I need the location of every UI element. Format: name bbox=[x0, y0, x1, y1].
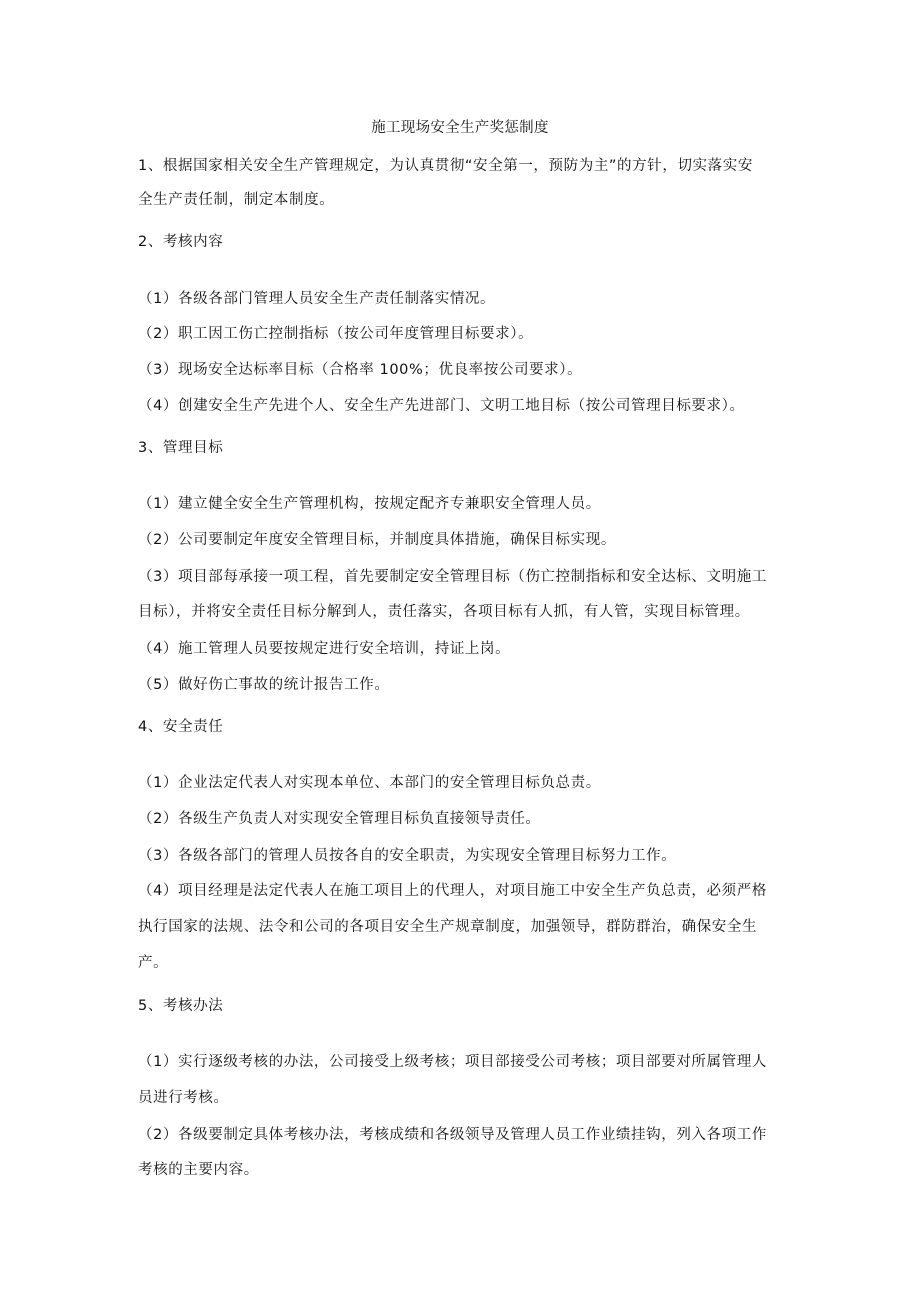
section-3-item: （2）公司要制定年度安全管理目标，并制度具体措施，确保目标实现。 bbox=[138, 532, 616, 548]
section-2-item: （3）现场安全达标率目标（合格率 100%；优良率按公司要求）。 bbox=[138, 362, 583, 378]
section-4-item: （4）项目经理是法定代表人在施工项目上的代理人，对项目施工中安全生产负总责，必须严格 bbox=[138, 883, 767, 899]
section-3-item: （1）建立健全安全生产管理机构，按规定配齐专兼职安全管理人员。 bbox=[138, 496, 601, 512]
section-5-item: 员进行考核。 bbox=[138, 1090, 229, 1106]
section-5-item: （2）各级要制定具体考核办法，考核成绩和各级领导及管理人员工作业绩挂钩，列入各项工作 bbox=[138, 1127, 767, 1143]
section-4-item: （1）企业法定代表人对实现本单位、本部门的安全管理目标负总责。 bbox=[138, 775, 601, 791]
section-3-item: 目标），并将安全责任目标分解到人，责任落实，各项目标有人抓，有人管，实现目标管理。 bbox=[138, 604, 750, 620]
section-5-item: 考核的主要内容。 bbox=[138, 1162, 259, 1178]
section-1-line-1: 1、根据国家相关安全生产管理规定，为认真贯彻“安全第一，预防为主”的方针，切实落实安 bbox=[138, 158, 753, 174]
section-2-item: （4）创建安全生产先进个人、安全生产先进部门、文明工地目标（按公司管理目标要求）。 bbox=[138, 398, 745, 414]
section-2-item: （1）各级各部门管理人员安全生产责任制落实情况。 bbox=[138, 291, 496, 307]
section-4-item: 执行国家的法规、法令和公司的各项目安全生产规章制度，加强领导，群防群治，确保安全生 bbox=[138, 919, 758, 935]
section-3-heading: 3、管理目标 bbox=[138, 440, 224, 456]
section-1-line-2: 全生产责任制，制定本制度。 bbox=[138, 192, 335, 208]
section-2-heading: 2、考核内容 bbox=[138, 234, 224, 250]
document-title: 施工现场安全生产奖惩制度 bbox=[371, 120, 549, 136]
section-3-item: （4）施工管理人员要按规定进行安全培训，持证上岗。 bbox=[138, 641, 511, 657]
section-5-heading: 5、考核办法 bbox=[138, 998, 224, 1014]
section-5-item: （1）实行逐级考核的办法，公司接受上级考核；项目部接受公司考核；项目部要对所属管理人 bbox=[138, 1054, 767, 1070]
section-3-item: （5）做好伤亡事故的统计报告工作。 bbox=[138, 677, 390, 693]
section-4-item: （2）各级生产负责人对实现安全管理目标负直接领导责任。 bbox=[138, 811, 541, 827]
section-4-heading: 4、安全责任 bbox=[138, 719, 224, 735]
section-4-item: 产。 bbox=[138, 955, 169, 971]
section-3-item: （3）项目部每承接一项工程，首先要制定安全管理目标（伤亡控制指标和安全达标、文明施工 bbox=[138, 569, 767, 585]
section-2-item: （2）职工因工伤亡控制指标（按公司年度管理目标要求）。 bbox=[138, 326, 534, 342]
section-4-item: （3）各级各部门的管理人员按各自的安全职责，为实现安全管理目标努力工作。 bbox=[138, 848, 677, 864]
